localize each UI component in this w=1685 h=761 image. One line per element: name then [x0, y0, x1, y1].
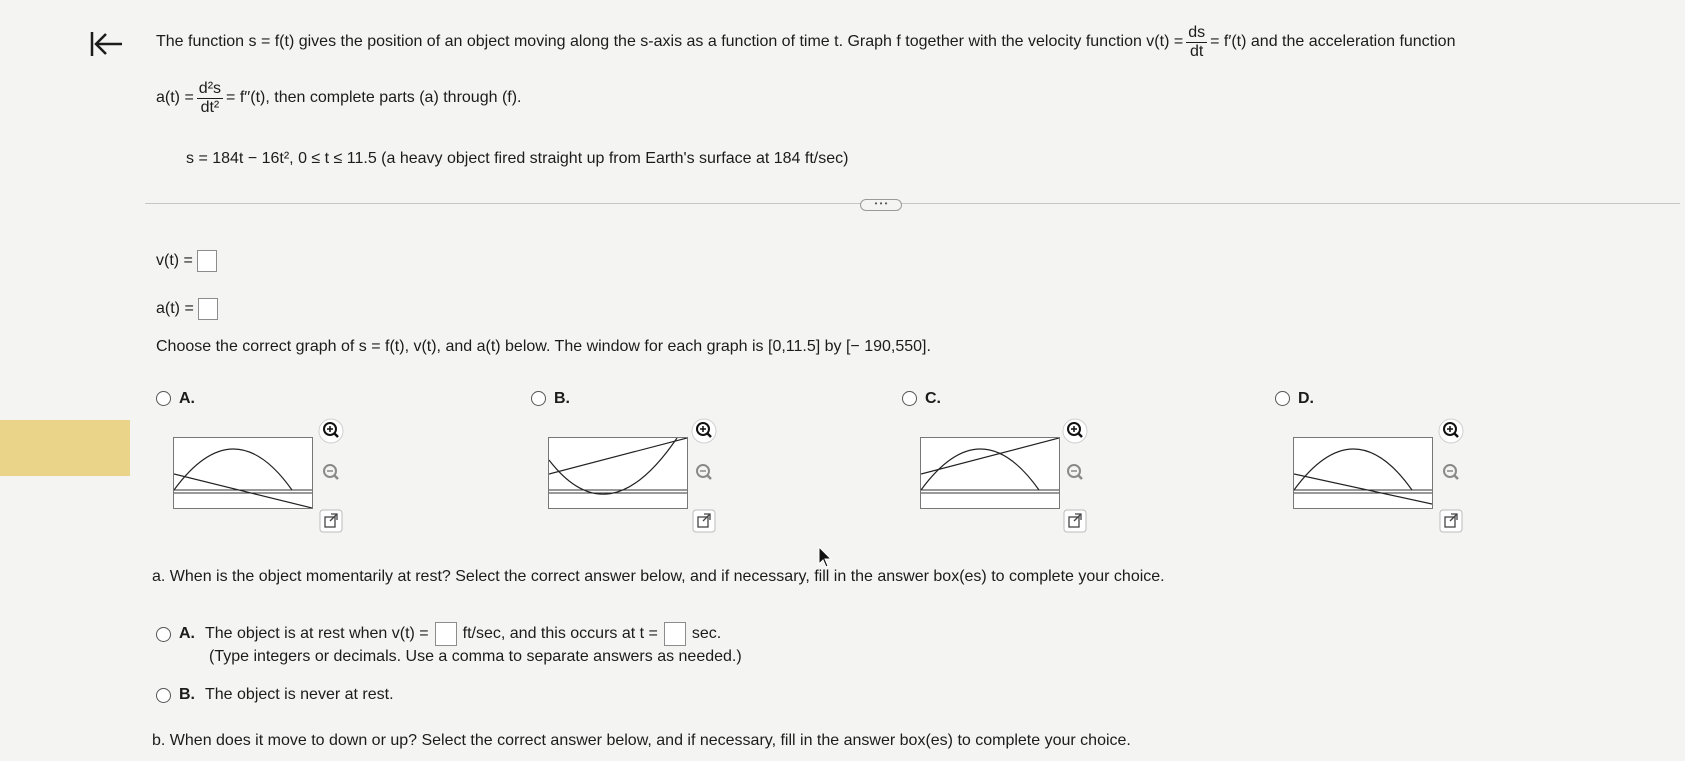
graph-c-zoom-out-button[interactable]	[1062, 460, 1088, 486]
graph-option-d[interactable]	[1275, 390, 1314, 408]
zoom-out-icon	[1062, 460, 1088, 486]
acceleration-lhs: a(t) =	[156, 89, 194, 106]
graph-option-b-label: B.	[554, 390, 570, 407]
acceleration-answer-input[interactable]	[198, 298, 218, 320]
section-divider	[145, 203, 1680, 204]
graph-d-zoom-in-button[interactable]	[1438, 418, 1464, 444]
acceleration-denominator: dt²	[200, 98, 220, 116]
graph-prompt: Choose the correct graph of s = f(t), v(t), and a(t) below. The window for each graph is [0,11.5] by [− 190,550].	[156, 338, 931, 355]
velocity-fraction	[1186, 24, 1207, 61]
graph-b	[548, 437, 688, 509]
graph-d	[1293, 437, 1433, 509]
graph-a-zoom-out-button[interactable]	[318, 460, 344, 486]
part-a-option-b-text: The object is never at rest.	[205, 686, 394, 703]
part-a-option-a-text-1: The object is at rest when v(t) =	[205, 625, 429, 642]
velocity-numerator: ds	[1188, 23, 1206, 41]
open-external-icon	[1062, 508, 1088, 534]
graph-a-zoom-in-button[interactable]	[318, 418, 344, 444]
part-a-option-a	[156, 622, 721, 646]
zoom-out-icon	[318, 460, 344, 486]
problem-intro-text-2: = f′(t) and the acceleration function	[1210, 33, 1456, 50]
graph-option-b-radio[interactable]	[531, 391, 546, 406]
graph-option-a[interactable]	[156, 390, 195, 408]
zoom-out-icon	[1438, 460, 1464, 486]
expand-more-button[interactable]: • • •	[860, 199, 902, 211]
graph-a-plot	[174, 438, 312, 508]
graph-option-d-label: D.	[1298, 390, 1314, 407]
graph-d-open-external-button[interactable]	[1438, 508, 1464, 534]
velocity-answer-row	[156, 250, 217, 272]
graph-b-zoom-out-button[interactable]	[691, 460, 717, 486]
graph-option-b[interactable]	[531, 390, 570, 408]
graph-option-d-radio[interactable]	[1275, 391, 1290, 406]
graph-c-open-external-button[interactable]	[1062, 508, 1088, 534]
part-a-option-b-label: B.	[179, 686, 195, 703]
problem-intro-line-1	[156, 24, 1455, 60]
zoom-out-icon	[691, 460, 717, 486]
rest-velocity-input[interactable]	[435, 622, 457, 646]
zoom-in-icon	[318, 418, 344, 444]
velocity-denominator: dt	[1189, 42, 1204, 60]
acceleration-numerator: d²s	[198, 79, 222, 97]
back-to-start-icon	[86, 26, 126, 62]
graph-a-open-external-button[interactable]	[318, 508, 344, 534]
left-highlight-bar	[0, 420, 130, 476]
acceleration-answer-row	[156, 298, 218, 320]
zoom-in-icon	[1438, 418, 1464, 444]
velocity-answer-input[interactable]	[197, 250, 217, 272]
graph-option-a-radio[interactable]	[156, 391, 171, 406]
open-external-icon	[691, 508, 717, 534]
graph-b-open-external-button[interactable]	[691, 508, 717, 534]
graph-option-c-label: C.	[925, 390, 941, 407]
zoom-in-icon	[1062, 418, 1088, 444]
graph-a	[173, 437, 313, 509]
rest-time-input[interactable]	[664, 622, 686, 646]
open-external-icon	[1438, 508, 1464, 534]
velocity-answer-label: v(t) =	[156, 252, 193, 270]
graph-c	[920, 437, 1060, 509]
graph-c-plot	[921, 438, 1059, 508]
part-a-question: a. When is the object momentarily at rest? Select the correct answer below, and if necessary, fill in the answer box(es) to complete your choice.	[152, 568, 1165, 585]
graph-option-c[interactable]	[902, 390, 941, 408]
acceleration-fraction	[197, 80, 223, 117]
part-a-option-a-text-3: sec.	[691, 625, 722, 642]
part-a-option-b	[156, 686, 394, 704]
mouse-cursor-icon	[818, 546, 834, 570]
graph-d-plot	[1294, 438, 1432, 508]
graph-option-a-label: A.	[179, 390, 195, 407]
part-a-option-a-text-2: ft/sec, and this occurs at t =	[462, 625, 658, 642]
graph-b-zoom-in-button[interactable]	[691, 418, 717, 444]
graph-option-c-radio[interactable]	[902, 391, 917, 406]
part-a-option-a-radio[interactable]	[156, 627, 171, 642]
back-to-start-button[interactable]	[86, 26, 126, 62]
graph-c-zoom-in-button[interactable]	[1062, 418, 1088, 444]
part-a-option-a-hint: (Type integers or decimals. Use a comma to separate answers as needed.)	[209, 648, 742, 665]
part-a-option-b-radio[interactable]	[156, 688, 171, 703]
problem-intro-text-3: = f′′(t), then complete parts (a) through (f).	[226, 89, 522, 106]
graph-d-zoom-out-button[interactable]	[1438, 460, 1464, 486]
problem-intro-line-2	[156, 78, 521, 118]
position-equation: s = 184t − 16t², 0 ≤ t ≤ 11.5 (a heavy object fired straight up from Earth's surface at 184 ft/sec)	[186, 150, 849, 167]
problem-intro-text-1: The function s = f(t) gives the position of an object moving along the s-axis as a function of time t. Graph f together with the velocity function v(t) =	[156, 33, 1184, 50]
acceleration-answer-label: a(t) =	[156, 300, 194, 318]
graph-b-plot	[549, 438, 687, 508]
part-a-option-a-label: A.	[179, 625, 195, 642]
open-external-icon	[318, 508, 344, 534]
zoom-in-icon	[691, 418, 717, 444]
part-b-question: b. When does it move to down or up? Select the correct answer below, and if necessary, fill in the answer box(es) to complete your choice.	[152, 732, 1131, 749]
